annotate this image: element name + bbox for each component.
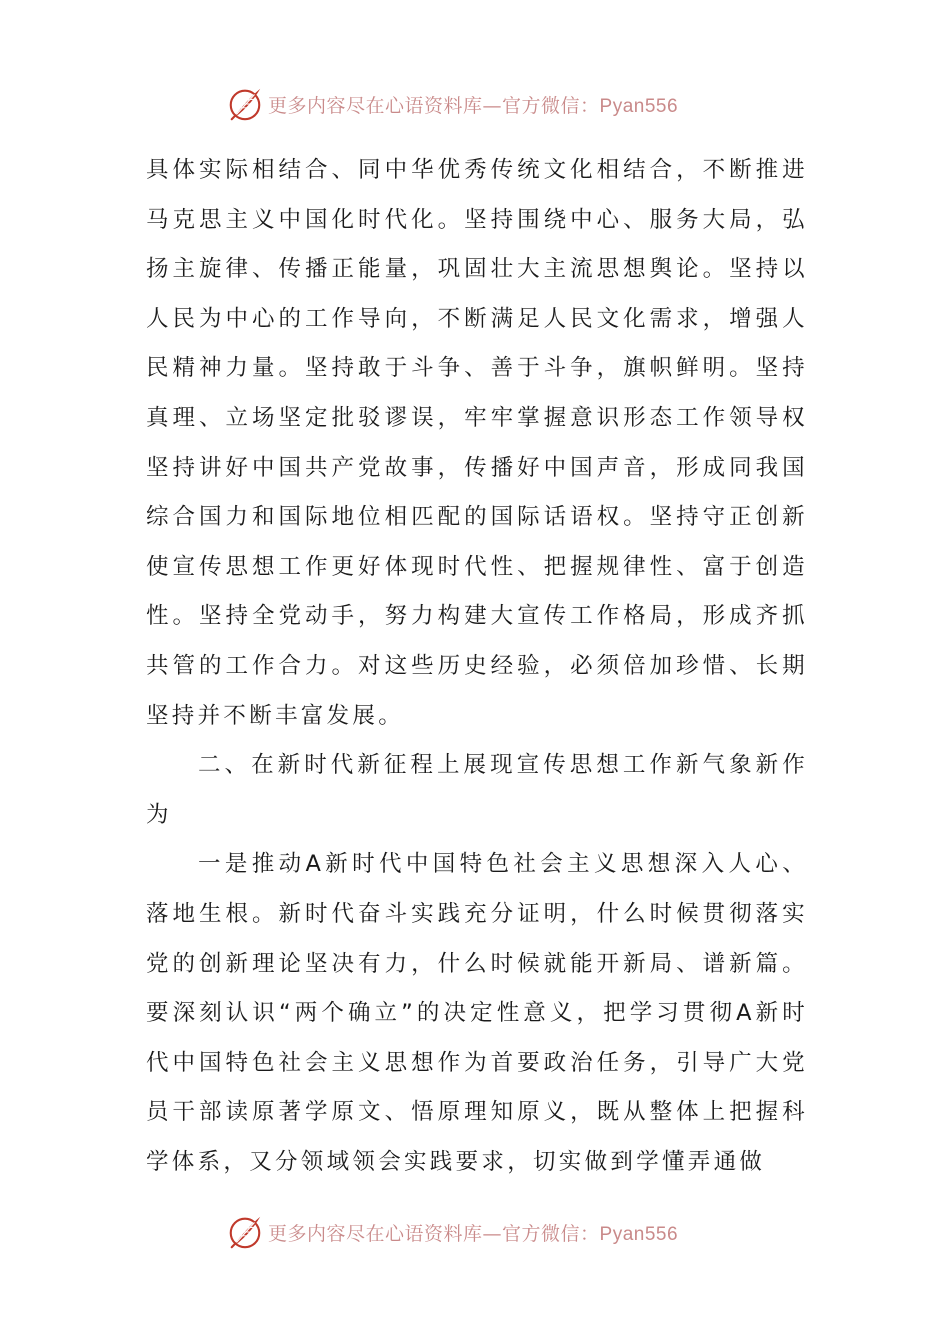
paragraph-history-experience: 具体实际相结合、同中华优秀传统文化相结合，不断推进马克思主义中国化时代化。坚持围绕中心、服务大局，弘扬主旋律、传播正能量，巩固壮大主流思想舆论。坚持以人民为中心的工作导向，不断满足人民文化需求，增强人民精神力量。坚持敢于斗争、善于斗争，旗帜鲜明。坚持真理、立场坚定批驳谬误，牢牢掌握意识形态工作领导权坚持讲好中国共产党故事，传播好中国声音，形成同我国综合国力和国际地位相匹配的国际话语权。坚持守正创新使宣传思想工作更好体现时代性、把握规律性、富于创造性。坚持全党动手，努力构建大宣传工作格局，形成齐抓共管的工作合力。对这些历史经验，必须倍加珍惜、长期坚持并不断丰富发展。	[146, 157, 808, 729]
header-watermark	[226, 84, 678, 124]
document-body	[146, 146, 808, 1187]
watermark-text	[268, 91, 678, 118]
watermark-wechat-id: Pyan556	[599, 1223, 679, 1245]
section-heading-two: 二、在新时代新征程上展现宣传思想工作新气象新作为	[146, 752, 808, 828]
paragraph-point-one: 一是推动A新时代中国特色社会主义思想深入人心、落地生根。新时代奋斗实践充分证明，什么时候贯彻落实党的创新理论坚决有力，什么时候就能开新局、谱新篇。要深刻认识“两个确立”的决定性意义，把学习贯彻A新时代中国特色社会主义思想作为首要政治任务，引导广大党员干部读原著学原文、悟原理知原义，既从整体上把握科学体系，又分领域领会实践要求，切实做到学懂弄通做	[146, 851, 808, 1175]
watermark-label: 更多内容尽在心语资料库—官方微信：	[268, 1222, 600, 1245]
feather-pen-icon	[226, 85, 264, 123]
watermark-text	[268, 1219, 678, 1246]
feather-pen-icon	[226, 1213, 264, 1251]
watermark-wechat-id: Pyan556	[599, 95, 679, 117]
footer-watermark	[226, 1212, 678, 1252]
watermark-label: 更多内容尽在心语资料库—官方微信：	[268, 94, 600, 117]
